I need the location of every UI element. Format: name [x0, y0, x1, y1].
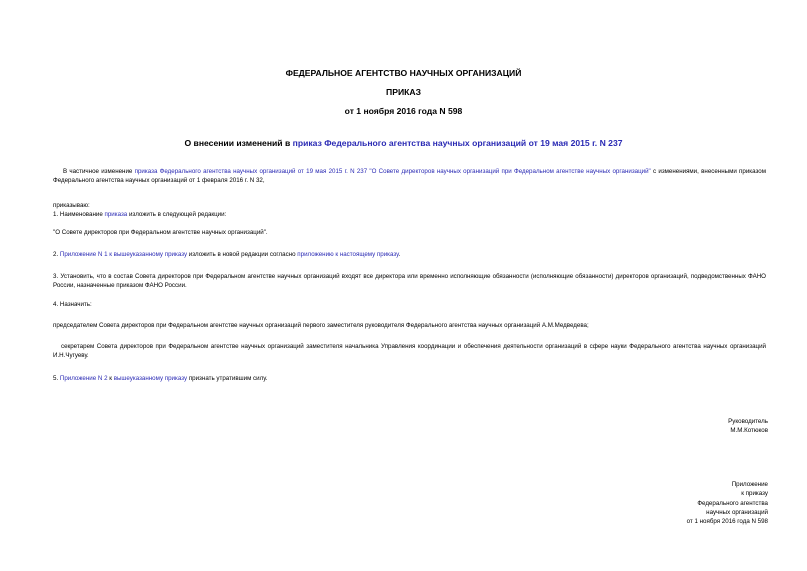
item1-order-link[interactable]: приказа [104, 211, 128, 218]
signature-name: М.М.Котюков [730, 427, 768, 435]
item-4-secretary: секретарем Совета директоров при Федеральном агентстве научных организаций заместителя начальника Управления координации и обеспечения деятельности организаций в сфере науки Федерального агентства научных организаций И.Н.Чугуеву. [53, 343, 766, 360]
agency-name: ФЕДЕРАЛЬНОЕ АГЕНТСТВО НАУЧНЫХ ОРГАНИЗАЦИЙ [285, 68, 522, 78]
signature-position: Руководитель [728, 418, 768, 425]
appendix-line-3: Федерального агентства [697, 499, 768, 507]
orders-label: приказываю: [53, 202, 90, 209]
item2-middle: изложить в новой редакции согласно [187, 251, 298, 258]
item-4-chair: председателем Совета директоров при Федеральном агентстве научных организаций первого заместителя руководителя Федерального агентства научных организаций А.М.Медведева; [53, 322, 589, 329]
item5-end: признать утратившим силу. [187, 375, 268, 382]
item1-suffix: изложить в следующей редакции: [127, 211, 227, 218]
item2-appendix-link[interactable]: приложению к настоящему приказу [297, 251, 399, 258]
document-type: ПРИКАЗ [386, 87, 421, 97]
item5-number: 5. [53, 375, 60, 382]
item5-middle: к [107, 375, 114, 382]
item1-prefix: 1. Наименование [53, 211, 105, 218]
appendix-line-2: к приказу [741, 490, 768, 498]
preamble-prefix: В частичное изменение [63, 168, 135, 175]
document-date-number: от 1 ноября 2016 года N 598 [344, 106, 463, 116]
preamble-suffix: с изменениями, внесенными приказом Федерального агентства научных организаций от 1 февраля 2016 г. N 32, [53, 168, 766, 185]
paragraph-preamble [53, 167, 766, 186]
appendix-block [600, 480, 768, 526]
item-3: 3. Установить, что в состав Совета директоров при Федеральном агентстве научных организаций входят все директора или временно исполняющие обязанности (исполняющие обязанности) директоров организаций, подведомственных ФАНО России, назначенные приказом ФАНО России. [53, 273, 766, 290]
item-5 [53, 374, 766, 383]
appendix-line-4: научных организаций [706, 508, 768, 516]
title-prefix: О внесении изменений в [184, 138, 293, 148]
item-1 [53, 210, 766, 219]
item-1-quote: "О Совете директоров при Федеральном агентстве научных организаций". [53, 229, 268, 236]
appendix-line-5: от 1 ноября 2016 года N 598 [686, 518, 768, 526]
document-title [0, 138, 807, 149]
item5-appendix2-link[interactable]: Приложение N 2 [59, 375, 108, 382]
title-order-link[interactable]: приказ Федерального агентства научных организаций от 19 мая 2015 г. N 237 [292, 138, 623, 148]
item2-end: . [398, 251, 401, 258]
item2-appendix1-link[interactable]: Приложение N 1 к вышеуказанному приказу [59, 251, 188, 258]
item-4: 4. Назначить: [53, 301, 92, 308]
appendix-line-1: Приложение [731, 481, 768, 488]
preamble-order-link[interactable]: приказа Федерального агентства научных организаций от 19 мая 2015 г. N 237 "О Совете директоров научных организаций при Федеральном агентстве научных организаций" [134, 168, 651, 175]
signature-block [600, 417, 768, 436]
item-2 [53, 250, 766, 259]
item2-number: 2. [53, 251, 60, 258]
item5-order-link[interactable]: вышеуказанному приказу [113, 375, 188, 382]
